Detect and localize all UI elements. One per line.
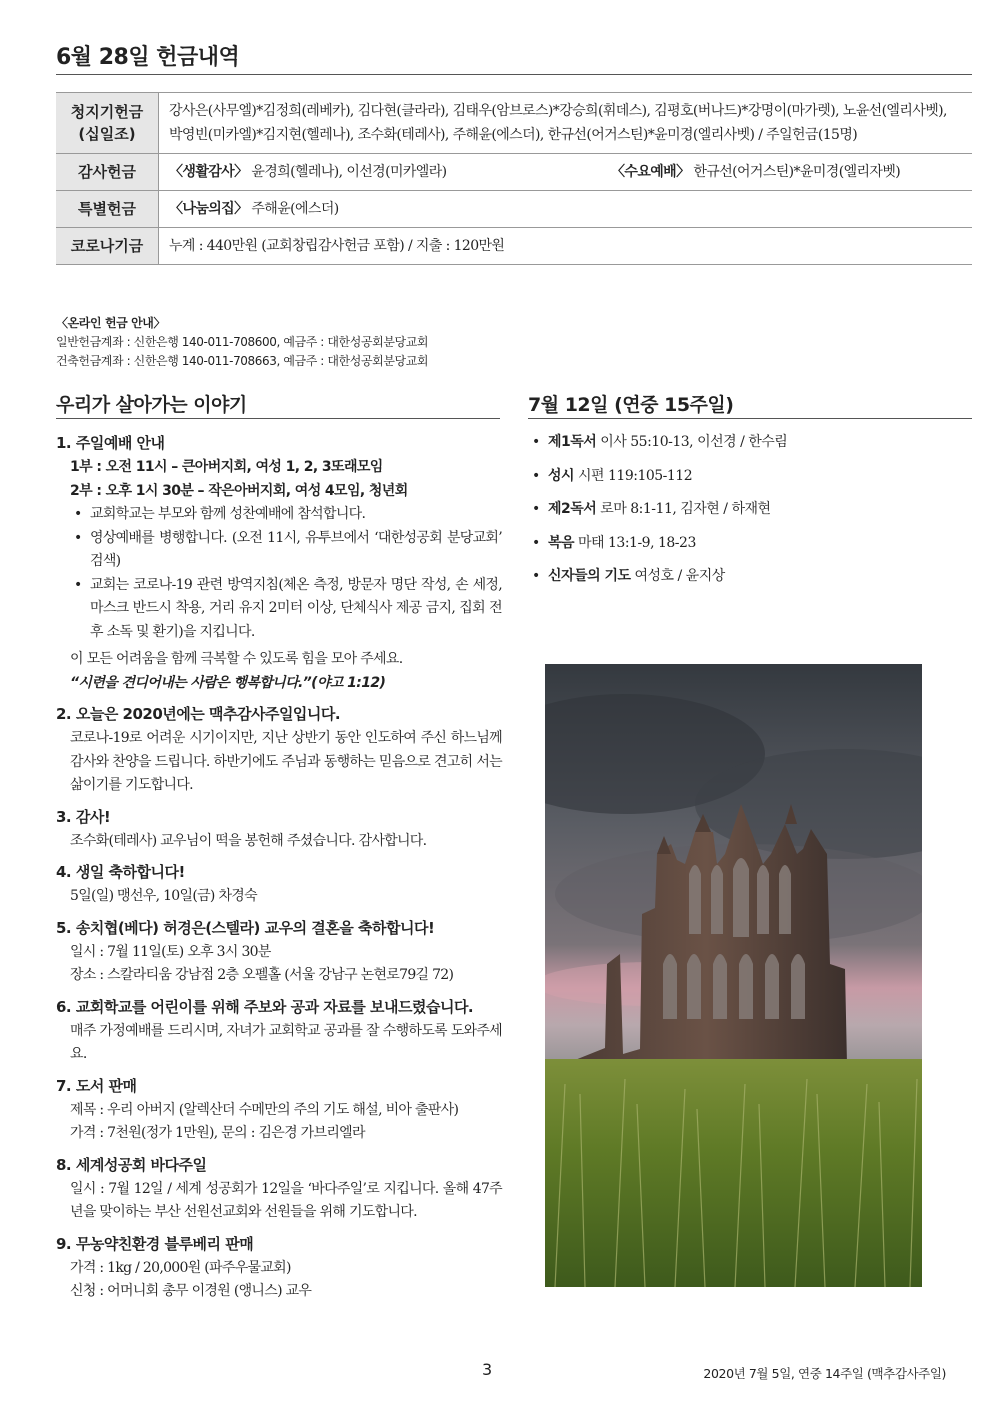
account-line: 건축헌금계좌 : 신한은행 140-011-708663, 예금주 : 대한성공회분당교회: [56, 354, 429, 368]
title-rule: [56, 74, 972, 75]
item-line: 가격 : 1kg / 20,000원 (파주우물교회): [70, 1259, 291, 1276]
item-title: 7. 도서 판매: [56, 1076, 137, 1095]
list-item: [56, 430, 502, 695]
row-value: 누계 : 440만원 (교회창립감사헌금 포함) / 지출 : 120만원: [159, 228, 973, 265]
sub-value: 주해윤(에스더): [247, 201, 339, 217]
item-text: 코로나-19로 어려운 시기이지만, 지난 상반기 동안 인도하여 주신 하느님께 감사와 찬양을 드립니다. 하반기에도 주님과 동행하는 믿음으로 견고히 서는 삶이기를 기도합니다.: [70, 730, 502, 793]
bullet-item: • 영상예배를 병행합니다. (오전 11시, 유투브에서 ‘대한성공회 분당교회’ 검색): [72, 527, 502, 574]
row-label: 코로나기금: [56, 228, 159, 265]
row-label: 청지기헌금 (십일조): [56, 93, 159, 154]
list-item: [56, 859, 502, 909]
reading-value: 마태 13:1-9, 18-23: [574, 534, 696, 551]
bullet-icon: •: [532, 467, 540, 484]
sub-label: 〈나눔의집〉: [169, 201, 248, 217]
reading-label: 제1독서: [548, 434, 597, 450]
reading-item: [530, 432, 970, 453]
list-item: [56, 1231, 502, 1304]
item-line: 이 모든 어려움을 함께 극복할 수 있도록 힘을 모아 주세요.: [70, 651, 403, 667]
reading-value: 여성호 / 윤지상: [630, 568, 725, 585]
reading-label: 성시: [548, 467, 575, 484]
item-line: 제목 : 우리 아버지 (알렉산더 수메만의 주의 기도 해설, 비아 출판사): [70, 1101, 459, 1118]
item-line: 장소 : 스칼라티움 강남점 2층 오펠홀 (서울 강남구 논현로79길 72): [70, 967, 454, 983]
sub-value: 윤경희(헬레나), 이선경(미카엘라): [247, 164, 447, 180]
bullet-icon: •: [74, 576, 82, 593]
abbey-ruins-photo: [545, 664, 922, 1287]
table-row: [56, 228, 972, 265]
account-line: 일반헌금계좌 : 신한은행 140-011-708600, 예금주 : 대한성공회분당교회: [56, 335, 429, 349]
reading-item: [530, 499, 970, 520]
bullet-item: • 교회는 코로나-19 관련 방역지침(체온 측정, 방문자 명단 작성, 손 세정, 마스크 반드시 착용, 거리 유지 2미터 이상, 단체식사 제공 금지, 집회 전후 소독 및 환기)을 지킵니다.: [72, 574, 502, 645]
reading-item: [530, 533, 970, 554]
page-title: 6월 28일 헌금내역: [56, 45, 240, 70]
row-label: 특별헌금: [56, 191, 159, 228]
bullet-icon: •: [74, 529, 82, 546]
online-offering-info: [56, 314, 428, 371]
sub-label: 〈생활감사〉: [169, 164, 248, 180]
item-line: 2부 : 오후 1시 30분 – 작은아버지회, 여성 4모임, 청년회: [70, 482, 408, 499]
row-value: [159, 154, 973, 191]
scripture-quote: “시련을 견디어내는 사람은 행복합니다.”(야고 1:12): [70, 674, 386, 691]
item-title: 9. 무농약친환경 블루베리 판매: [56, 1234, 254, 1253]
bullet-icon: •: [532, 568, 540, 585]
reading-value: 로마 8:1-11, 김자현 / 하재현: [596, 501, 771, 518]
list-item: [56, 1152, 502, 1225]
table-row: [56, 93, 972, 154]
list-item: [56, 804, 502, 854]
readings-rule: [528, 418, 972, 419]
item-title: 5. 송치협(베다) 허경은(스텔라) 교우의 결혼을 축하합니다!: [56, 918, 435, 937]
list-item: [56, 915, 502, 988]
bullet-icon: •: [532, 434, 540, 450]
news-rule: [56, 418, 500, 419]
bullet-item: • 교회학교는 부모와 함께 성찬예배에 참석합니다.: [72, 503, 502, 527]
item-title: 1. 주일예배 안내: [56, 434, 165, 452]
sub-value: 한규선(어거스틴)*윤미경(엘리자벳): [689, 164, 901, 180]
reading-label: 신자들의 기도: [548, 568, 631, 585]
reading-item: [530, 466, 970, 487]
item-title: 6. 교회학교를 어린이를 위해 주보와 공과 자료를 보내드렸습니다.: [56, 997, 474, 1016]
reading-label: 복음: [548, 534, 575, 551]
page-number: 3: [482, 1360, 493, 1379]
bullet-list: [56, 503, 502, 644]
item-line: 1부 : 오전 11시 – 큰아버지회, 여성 1, 2, 3또래모임: [70, 459, 383, 475]
reading-label: 제2독서: [548, 501, 597, 518]
online-title: 〈온라인 헌금 안내〉: [56, 316, 166, 330]
item-line: 일시 : 7월 11일(토) 오후 3시 30분: [70, 943, 271, 960]
table-row: [56, 191, 972, 228]
readings-list: [530, 432, 970, 600]
sub-label: 〈수요예배〉: [611, 164, 690, 180]
item-title: 2. 오늘은 2020년에는 맥추감사주일입니다.: [56, 705, 341, 723]
item-title: 8. 세계성공회 바다주일: [56, 1155, 207, 1174]
item-line: 신청 : 어머니회 총무 이경원 (앵니스) 교우: [70, 1283, 312, 1299]
abbey-ruins-illustration: [545, 664, 922, 1287]
list-item: [56, 1073, 502, 1146]
row-value: 강사은(사무엘)*김정희(레베카), 김다현(클라라), 김태우(암브로스)*강승희(휘데스), 김평호(버나드)*강명이(마가렛), 노윤선(엘리사벳), 박영빈(미카엘)*김지현(헬레나), 조수화(테레사), 주해윤(에스더), 한규선(어거스틴)*윤미경(엘리사벳) / 주일헌금(15명): [159, 93, 973, 154]
reading-item: [530, 566, 970, 587]
table-row: [56, 154, 972, 191]
news-section-title: 우리가 살아가는 이야기: [56, 394, 247, 416]
row-label: 감사헌금: [56, 154, 159, 191]
reading-value: 이사 55:10-13, 이선경 / 한수림: [596, 434, 788, 450]
item-text: 조수화(테레사) 교우님이 떡을 봉헌해 주셨습니다. 감사합니다.: [70, 832, 427, 849]
bullet-icon: •: [532, 501, 540, 518]
list-item: [56, 701, 502, 798]
item-text: 5일(일) 맹선우, 10일(금) 차경숙: [70, 888, 257, 904]
footer-date: 2020년 7월 5일, 연중 14주일 (맥추감사주일): [703, 1366, 946, 1381]
item-title: 3. 감사!: [56, 807, 111, 826]
bullet-icon: •: [74, 506, 82, 522]
item-title: 4. 생일 축하합니다!: [56, 863, 185, 881]
bullet-icon: •: [532, 534, 540, 551]
offering-table: [56, 92, 972, 265]
item-text: 일시 : 7월 12일 / 세계 성공회가 12일을 ‘바다주일’로 지킵니다. 올해 47주년을 맞이하는 부산 선원선교회와 선원들을 위해 기도합니다.: [70, 1180, 502, 1220]
row-value: [159, 191, 973, 228]
item-line: 가격 : 7천원(정가 1만원), 문의 : 김은경 가브리엘라: [70, 1125, 365, 1141]
item-text: 매주 가정예배를 드리시며, 자녀가 교회학교 공과를 잘 수행하도록 도와주세요.: [70, 1022, 502, 1062]
readings-section-title: 7월 12일 (연중 15주일): [528, 394, 734, 416]
news-list: [56, 430, 502, 1310]
list-item: [56, 994, 502, 1067]
reading-value: 시편 119:105-112: [574, 467, 693, 484]
